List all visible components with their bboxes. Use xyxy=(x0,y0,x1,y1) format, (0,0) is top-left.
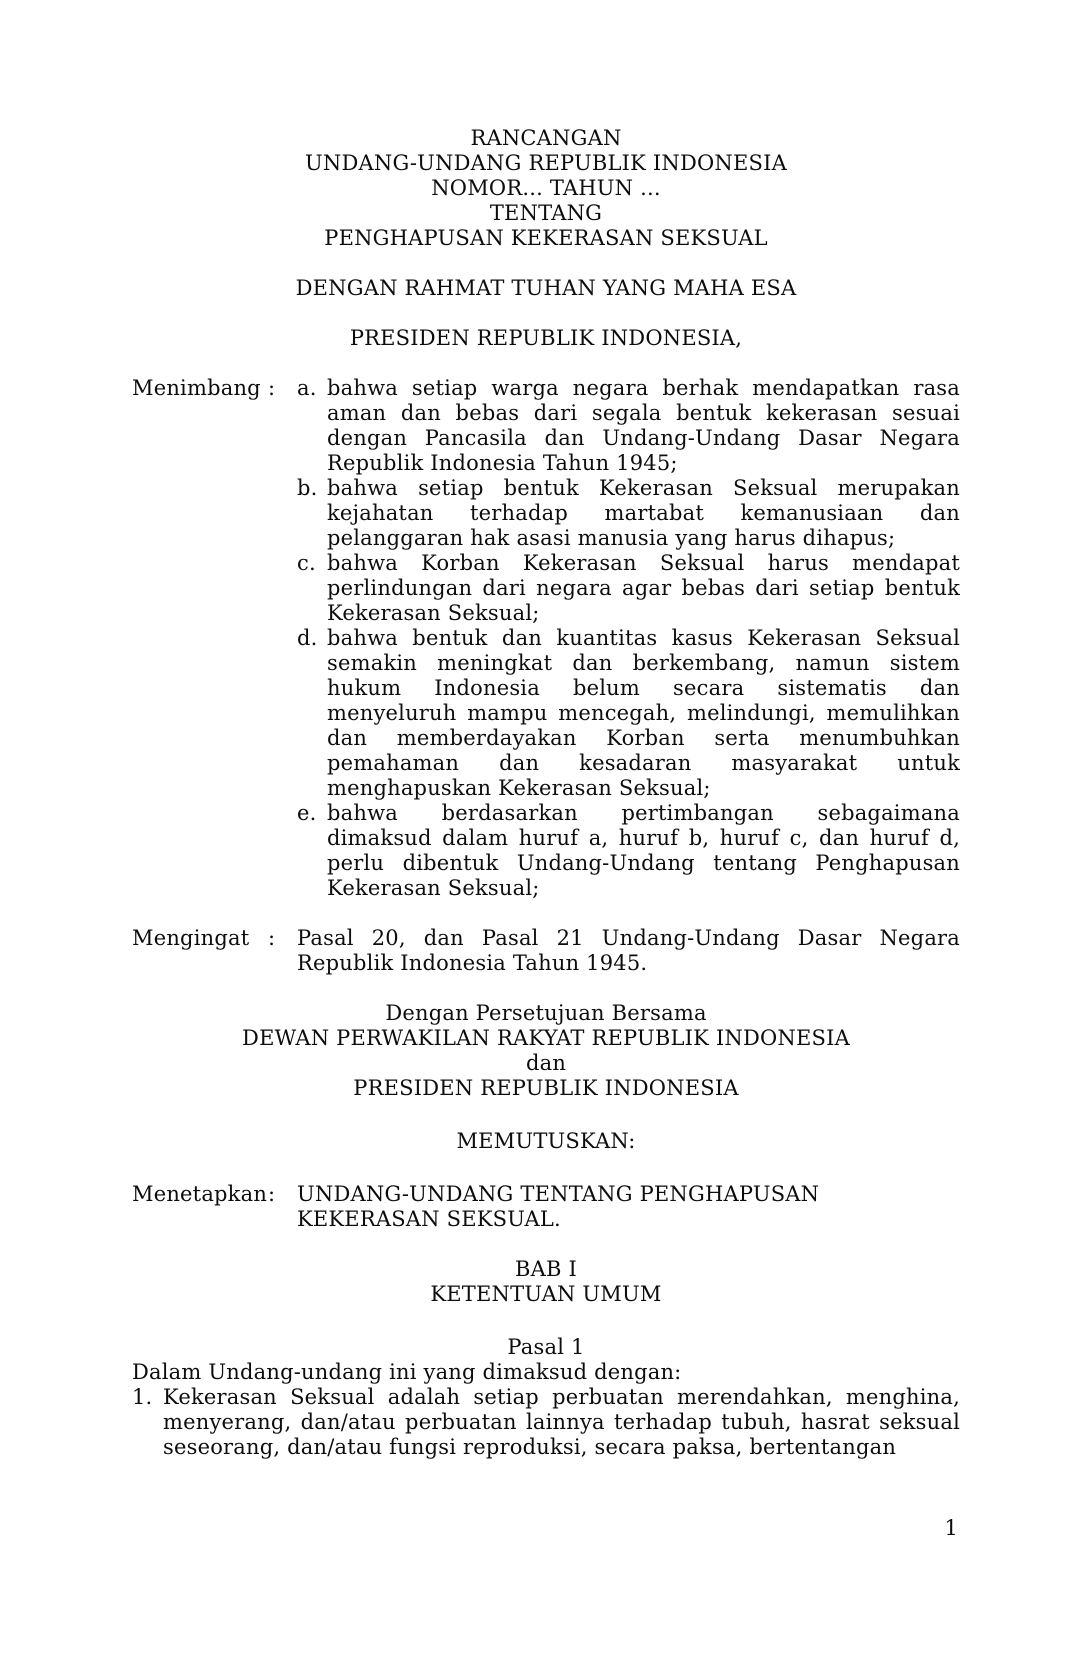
item-letter: d. xyxy=(297,626,318,650)
menimbang-section xyxy=(132,376,960,901)
agreement-line: dan xyxy=(525,1051,567,1075)
doc-title-line: TENTANG xyxy=(489,201,603,225)
doc-title-line: RANCANGAN xyxy=(470,126,622,150)
doc-title-line: UNDANG-UNDANG REPUBLIK INDONESIA xyxy=(305,151,787,175)
item-text: bahwa bentuk dan kuantitas kasus Kekerasan Seksual semakin meningkat dan berkembang, namun sistem hukum Indonesia belum secara sistematis dan menyeluruh mampu mencegah, melindungi, memulihkan dan memberdayakan Korban serta menumbuhkan pemahaman dan kesadaran masyarakat untuk menghapuskan Kekerasan Seksual; xyxy=(327,626,960,800)
menimbang-items xyxy=(297,376,960,901)
item-text: bahwa setiap bentuk Kekerasan Seksual merupakan kejahatan terhadap martabat kemanusiaan dan pelanggaran hak asasi manusia yang harus dihapus; xyxy=(327,476,960,550)
item-letter: a. xyxy=(297,376,317,400)
article-intro: Dalam Undang-undang ini yang dimaksud dengan: xyxy=(132,1360,682,1384)
item-letter: c. xyxy=(297,551,316,575)
mengingat-section xyxy=(132,926,960,976)
definition-text: Kekerasan Seksual adalah setiap perbuatan merendahkan, menghina, menyerang, dan/atau perbuatan lainnya terhadap tubuh, hasrat seksual seseorang, dan/atau fungsi reproduksi, secara paksa, bertentangan xyxy=(163,1385,960,1459)
consideration-item xyxy=(297,626,960,801)
menetapkan-text: UNDANG-UNDANG TENTANG PENGHAPUSAN KEKERASAN SEKSUAL. xyxy=(297,1182,820,1231)
agreement-line: DEWAN PERWAKILAN RAKYAT REPUBLIK INDONESIA xyxy=(242,1026,850,1050)
menimbang-colon: : xyxy=(268,376,276,400)
consideration-item xyxy=(297,376,960,476)
menetapkan-section xyxy=(132,1182,960,1232)
menetapkan-colon: : xyxy=(268,1182,276,1206)
mengingat-text: Pasal 20, dan Pasal 21 Undang-Undang Dasar Negara Republik Indonesia Tahun 1945. xyxy=(297,926,960,975)
consideration-item xyxy=(297,551,960,626)
agreement-line: Dengan Persetujuan Bersama xyxy=(385,1001,707,1025)
item-letter: b. xyxy=(297,476,318,500)
doc-title-line: PENGHAPUSAN KEKERASAN SEKSUAL xyxy=(324,226,768,250)
doc-title-block xyxy=(132,126,960,251)
consideration-item xyxy=(297,801,960,901)
item-text: bahwa Korban Kekerasan Seksual harus mendapat perlindungan dari negara agar bebas dari setiap bentuk Kekerasan Seksual; xyxy=(327,551,960,625)
menimbang-label: Menimbang xyxy=(132,376,261,400)
mengingat-colon: : xyxy=(268,926,276,950)
chapter-number: BAB I xyxy=(514,1257,577,1281)
item-text: bahwa setiap warga negara berhak mendapatkan rasa aman dan bebas dari segala bentuk kekerasan sesuai dengan Pancasila dan Undang-Undang Dasar Negara Republik Indonesia Tahun 1945; xyxy=(327,376,960,475)
chapter-title: KETENTUAN UMUM xyxy=(430,1282,662,1306)
doc-title-line: NOMOR... TAHUN ... xyxy=(431,176,661,200)
invocation-line: DENGAN RAHMAT TUHAN YANG MAHA ESA xyxy=(295,276,797,300)
page-number: 1 xyxy=(944,1516,958,1540)
definition-item xyxy=(132,1385,960,1460)
mengingat-label: Mengingat xyxy=(132,926,250,950)
item-letter: e. xyxy=(297,801,317,825)
authority-line: PRESIDEN REPUBLIK INDONESIA, xyxy=(349,326,743,350)
item-number: 1. xyxy=(132,1385,153,1409)
memutuskan-heading: MEMUTUSKAN: xyxy=(456,1129,636,1153)
article-heading: Pasal 1 xyxy=(507,1335,585,1359)
item-text: bahwa berdasarkan pertimbangan sebagaimana dimaksud dalam huruf a, huruf b, huruf c, dan huruf d, perlu dibentuk Undang-Undang tentang Penghapusan Kekerasan Seksual; xyxy=(327,801,960,900)
consideration-item xyxy=(297,476,960,551)
agreement-line: PRESIDEN REPUBLIK INDONESIA xyxy=(353,1076,739,1100)
menetapkan-label: Menetapkan xyxy=(132,1182,268,1206)
chapter-heading-block xyxy=(132,1257,960,1307)
agreement-block xyxy=(132,1001,960,1101)
